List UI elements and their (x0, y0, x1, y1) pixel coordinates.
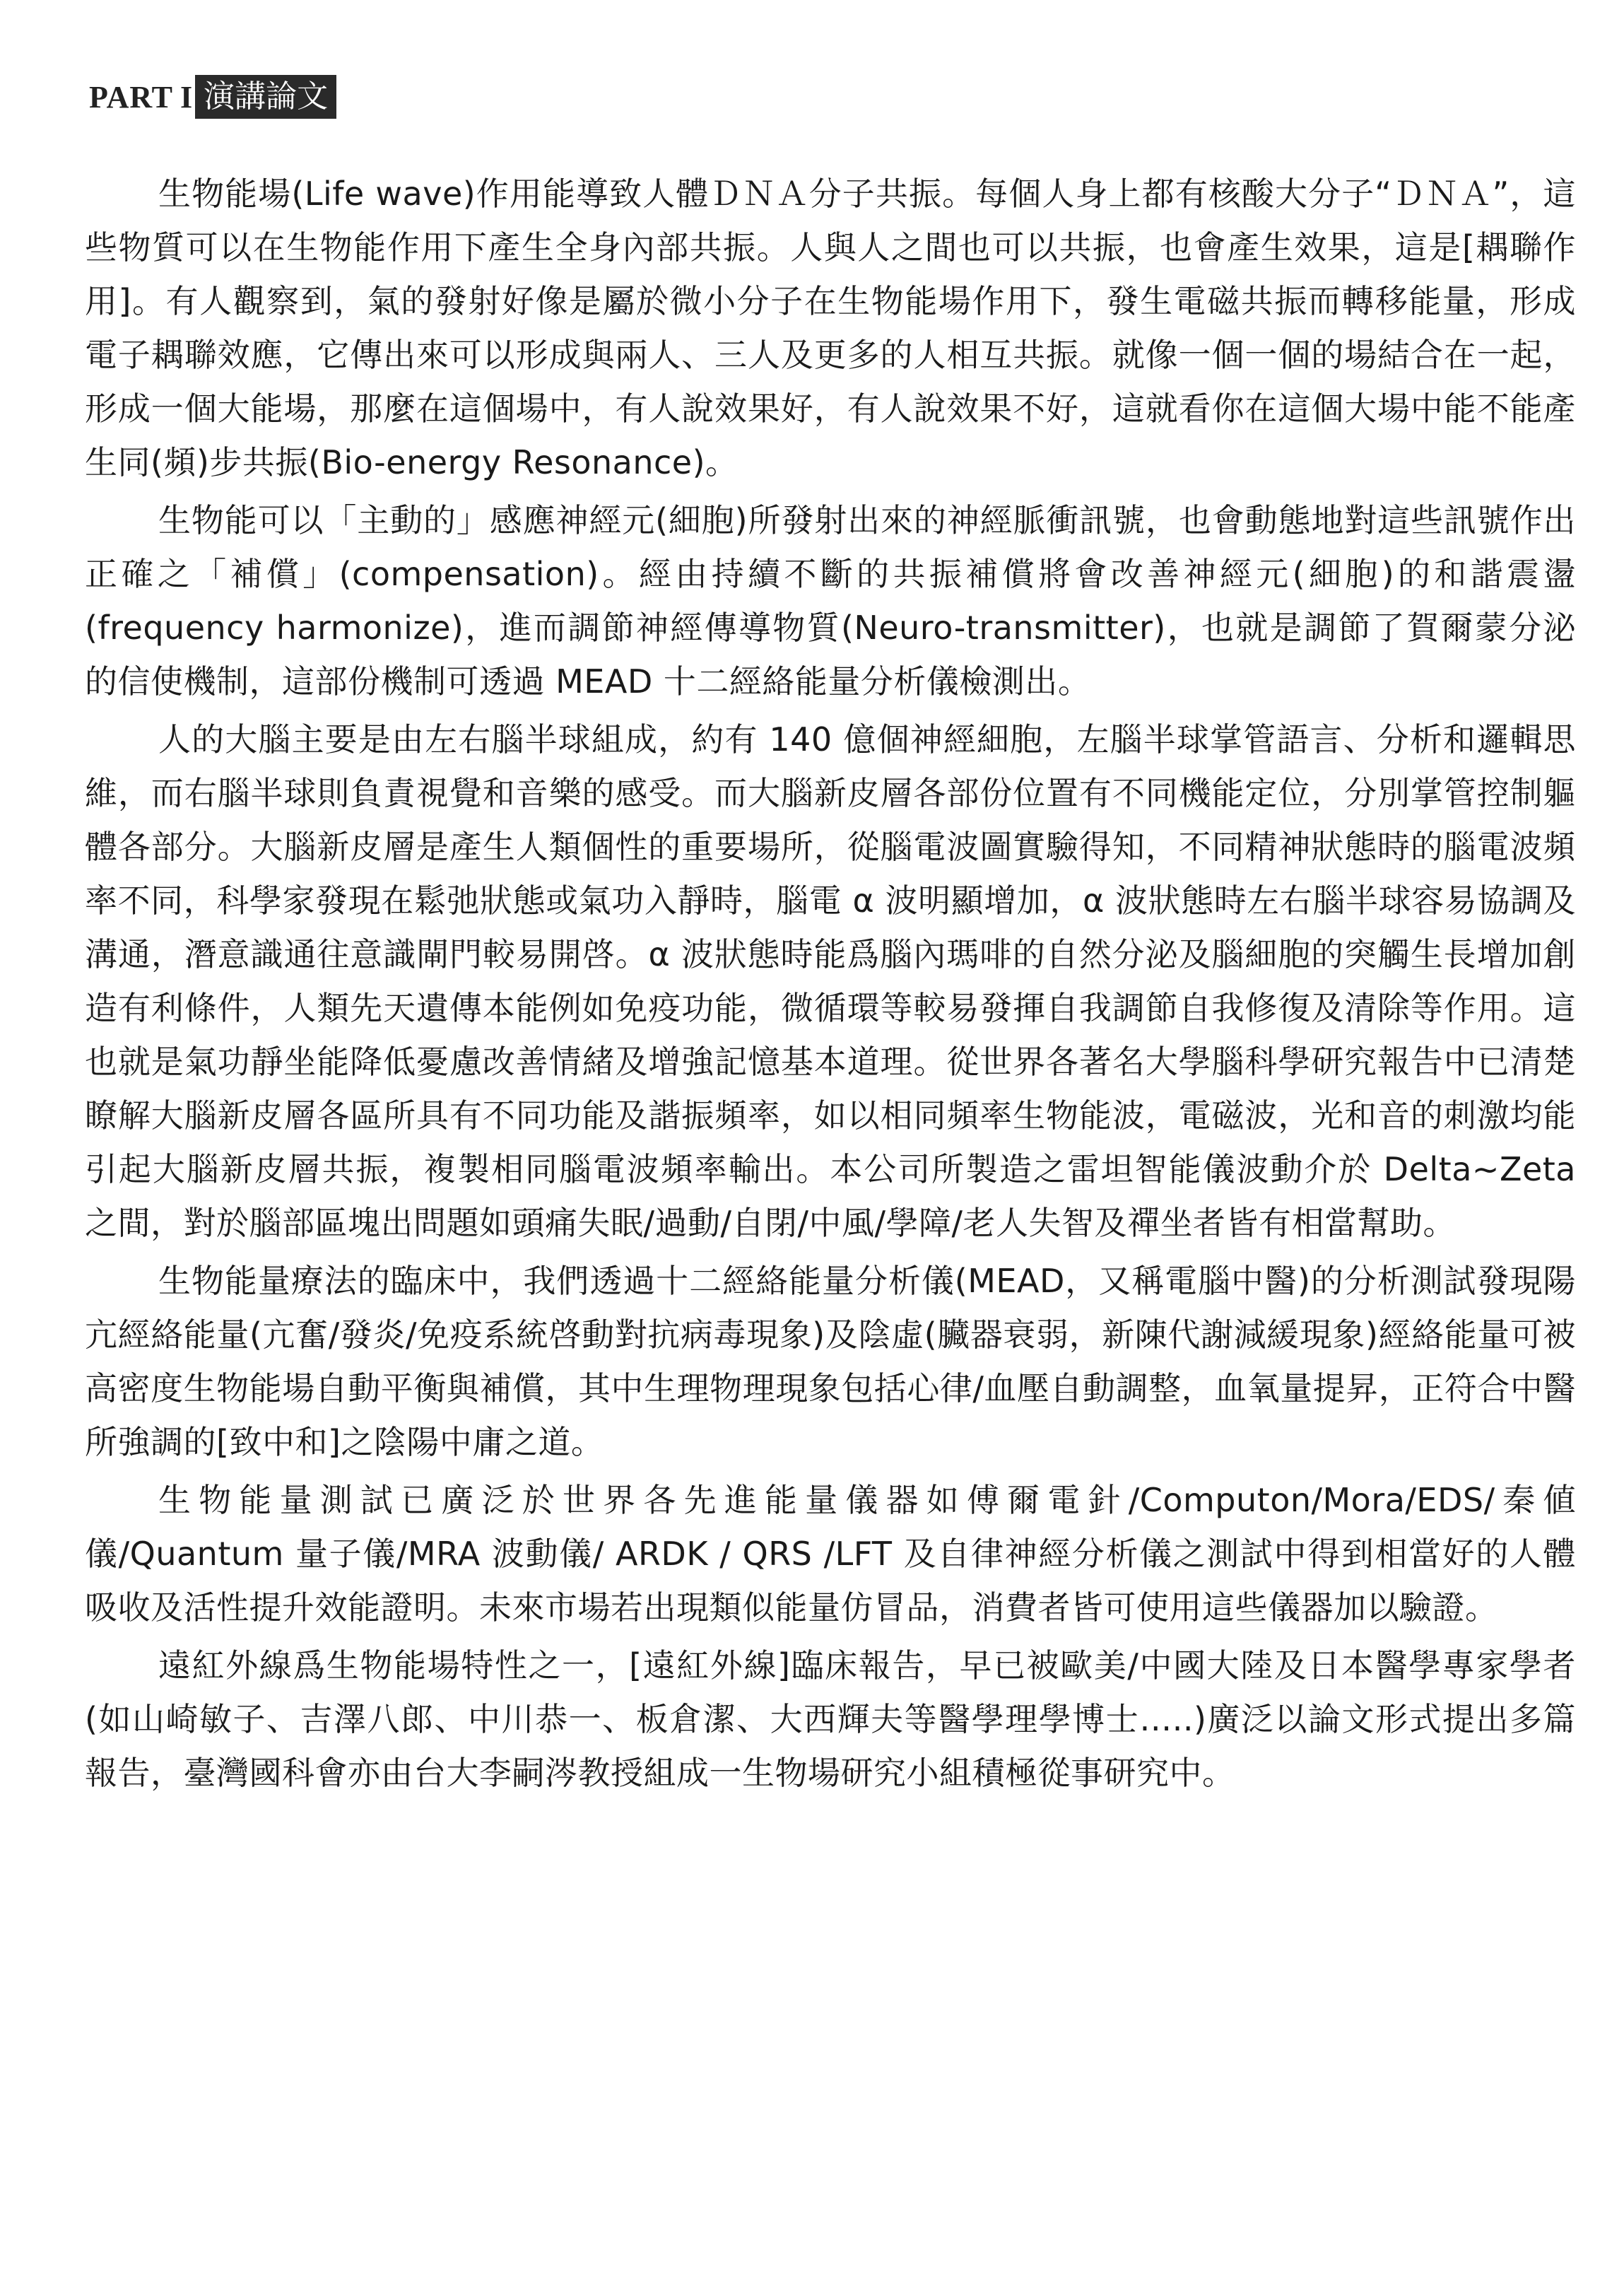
paragraph-meridian-analysis: 生物能量療法的臨床中，我們透過十二經絡能量分析儀(MEAD，又稱電腦中醫)的分析測試發現陽亢經絡能量(亢奮/發炎/免疫系統啓動對抗病毒現象)及陰虛(臟器衰弱，新陳代謝減緩現象)經絡能量可被高密度生物能場自動平衡與補償，其中生理物理現象包括心律/血壓自動調整，血氧量提昇，正符合中醫所強調的[致中和]之陰陽中庸之道。 (85, 1262, 1576, 1461)
paragraph-energy-testing: 生物能量測試已廣泛於世界各先進能量儀器如傅爾電針/Computon/Mora/EDS/秦値儀/Quantum 量子儀/MRA 波動儀/ ARDK / QRS /LFT 及自律神經分析儀之測試中得到相當好的人體吸收及活性提升效能證明。未來市場若出現類似能量仿冒品，消費者皆可使用這些儀器加以驗證。 (85, 1481, 1576, 1627)
paragraph-neural-compensation: 生物能可以「主動的」感應神經元(細胞)所發射出來的神經脈衝訊號，也會動態地對這些訊號作出正確之「補償」(compensation)。經由持續不斷的共振補償將會改善神經元(細胞)的和諧震盪(frequency harmonize)，進而調節神經傳導物質(Neuro-transmitter)，也就是調節了賀爾蒙分泌的信使機制，這部份機制可透過 MEAD 十二經絡能量分析儀檢測出。 (85, 501, 1576, 701)
article-body (85, 167, 1576, 1804)
part-label: PART (89, 79, 173, 115)
paragraph-brain-hemispheres: 人的大腦主要是由左右腦半球組成，約有 140 億個神經細胞，左腦半球掌管語言、分析和邏輯思維，而右腦半球則負責視覺和音樂的感受。而大腦新皮層各部份位置有不同機能定位，分別掌管控制軀體各部分。大腦新皮層是產生人類個性的重要場所，從腦電波圖實驗得知，不同精神狀態時的腦電波頻率不同，科學家發現在鬆弛狀態或氣功入靜時，腦電 α 波明顯增加，α 波狀態時左右腦半球容易協調及溝通，潛意識通往意識閘門較易開啓。α 波狀態時能爲腦內瑪啡的自然分泌及腦細胞的突觸生長增加創造有利條件，人類先天遺傳本能例如免疫功能，微循環等較易發揮自我調節自我修復及清除等作用。這也就是氣功靜坐能降低憂慮改善情緒及增強記憶基本道理。從世界各著名大學腦科學研究報告中已清楚瞭解大腦新皮層各區所具有不同功能及諧振頻率，如以相同頻率生物能波，電磁波，光和音的刺激均能引起大腦新皮層共振，複製相同腦電波頻率輸出。本公司所製造之雷坦智能儀波動介於 Delta~Zeta 之間，對於腦部區塊出問題如頭痛失眠/過動/自閉/中風/學障/老人失智及禪坐者皆有相當幫助。 (85, 720, 1576, 1242)
page-header (89, 75, 336, 119)
part-number: I (180, 79, 193, 115)
section-title-badge: 演講論文 (195, 75, 336, 119)
paragraph-far-infrared: 遠紅外線爲生物能場特性之一，[遠紅外線]臨床報告，早已被歐美/中國大陸及日本醫學專家學者(如山崎敏子、吉澤八郎、中川恭一、板倉潔、大西輝夫等醫學理學博士…..)廣泛以論文形式提出多篇報告，臺灣國科會亦由台大李嗣涔教授組成一生物場研究小組積極從事研究中。 (85, 1646, 1576, 1792)
paragraph-bio-energy-resonance: 生物能場(Life wave)作用能導致人體ＤＮＡ分子共振。每個人身上都有核酸大分子“ＤＮＡ”，這些物質可以在生物能作用下產生全身內部共振。人與人之間也可以共振，也會產生效果，這是[耦聯作用]。有人觀察到，氣的發射好像是屬於微小分子在生物能場作用下，發生電磁共振而轉移能量，形成電子耦聯效應，它傳出來可以形成與兩人、三人及更多的人相互共振。就像一個一個的場結合在一起，形成一個大能場，那麼在這個場中，有人說效果好，有人說效果不好，這就看你在這個大場中能不能產生同(頻)步共振(Bio-energy Resonance)。 (85, 175, 1576, 481)
